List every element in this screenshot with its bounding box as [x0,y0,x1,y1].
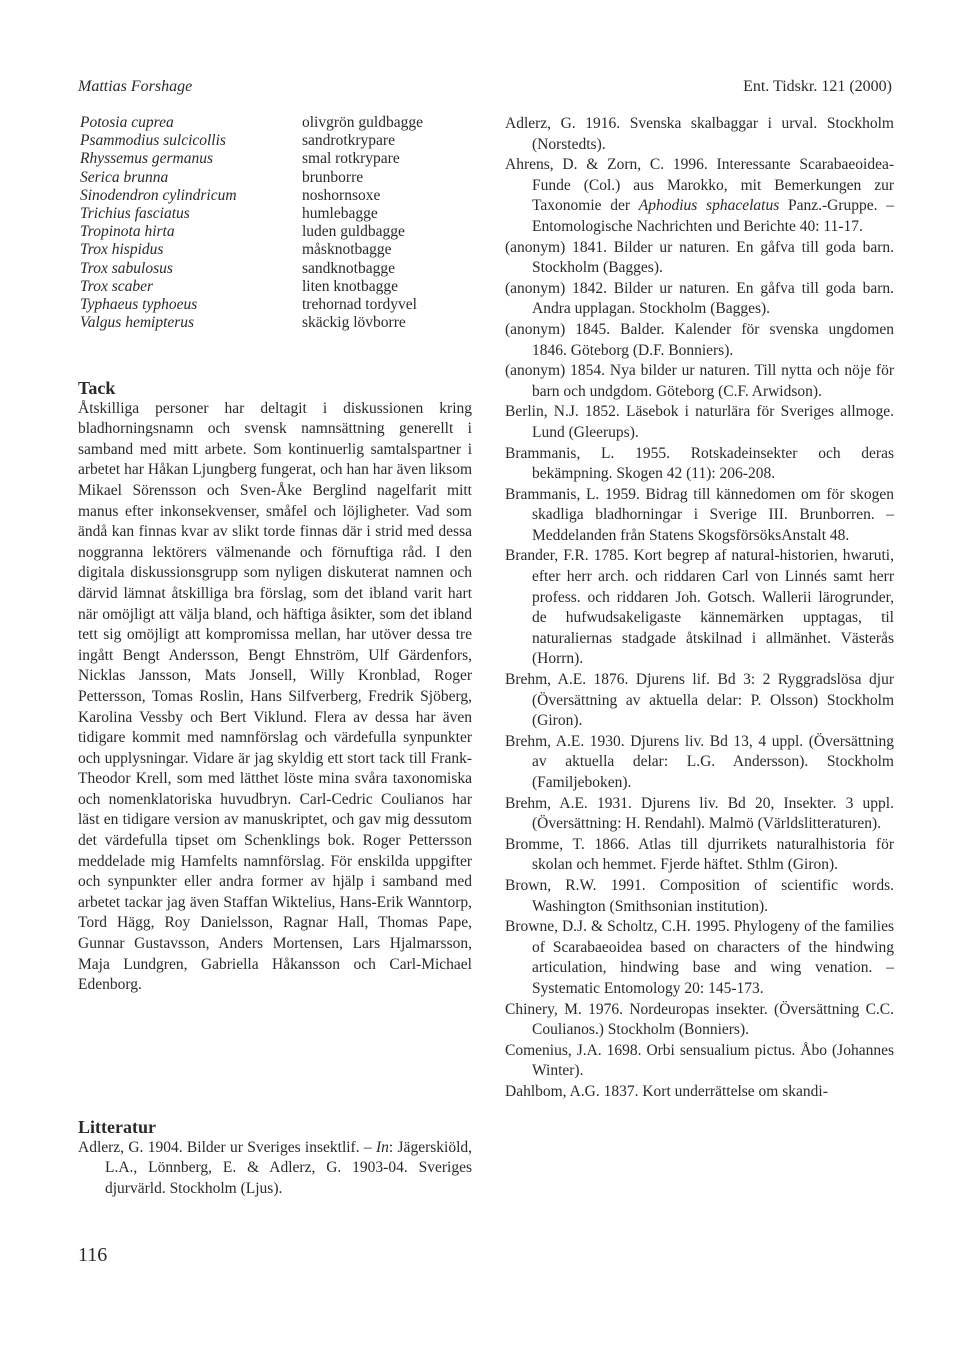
references-list-continued [505,114,894,1103]
species-row [80,296,423,314]
reference-entry: (anonym) 1842. Bilder ur naturen. En gåfva till goda barn. Andra upplagan. Stockholm (Bagges). [505,279,894,318]
scientific-name: Tropinota hirta [80,223,175,241]
swedish-name: skäckig lövborre [302,314,406,332]
species-row [80,187,423,205]
reference-entry: Berlin, N.J. 1852. Läsebok i naturlära för Sveriges allmoge. Lund (Gleerups). [505,403,894,441]
reference-entry: Adlerz, G. 1916. Svenska skalbaggar i urval. Stockholm (Norstedts). [505,115,894,153]
reference-entry: Chinery, M. 1976. Nordeuropas insekter. (Översättning C.C. Coulianos.) Stockholm (Bonniers). [505,1000,894,1039]
reference-entry: (anonym) 1845. Balder. Kalender för svenska ungdomen 1846. Göteborg (D.F. Bonniers). [505,320,894,359]
reference-entry: Brammanis, L. 1955. Rotskadeinsekter och deras bekämpning. Skogen 42 (11): 206-208. [505,444,894,483]
reference-entry: Brammanis, L. 1959. Bidrag till kännedomen om för skogen skadliga bladhorningar i Sverige III. Brunborren. – Meddelanden från Statens SkogsförsöksAnstalt 48. [505,485,894,544]
species-row [80,278,423,296]
scientific-name: Rhyssemus germanus [80,150,214,168]
running-head-journal: Ent. Tidskr. 121 (2000) [743,78,892,95]
references-heading: Litteratur [78,1117,156,1137]
reference-entry: Adlerz, G. 1904. Bilder ur Sveriges insektlif. – In: Jägerskiöld, L.A., Lönnberg, E. & Adlerz, G. 1903-04. Sveriges djurvärld. Stockholm (Ljus). [78,1138,473,1197]
acknowledgements-text: Åtskilliga personer har deltagit i diskussionen kring bladhorningsnamn och svensk namnsättning generellt i samband med mitt arbete. Som kontinuerlig samtalspartner i arbetet har Håkan Ljungberg fungerat, och han har även liksom Mikael Sörensson och Sven-Åke Berglind nagelfarit mitt manus efter inkonsekvenser, småfel och löjligheter. Vad som ändå kan finnas kvar av slikt torde finnas där i strid med dessa noggranna lektörers välmenande och förnuftiga råd. I den digitala diskussionsgrupp som nyligen diskuterat namnen och därvid lämnat åtskilliga bra förslag, som det ibland varit hart när omöjligt att välja bland, och häftiga åsikter, som det ibland tett sig omöjligt att kompromissa mellan, har utöver dessa tre ingått Bengt Andersson, Bengt Ehnström, Ulf Gärdenfors, Nicklas Jansson, Mats Jonsell, Willy Kronblad, Roger Pettersson, Tomas Roslin, Hans Silfverberg, Fredrik Sjöberg, Karolina Vessby och Bert Viklund. Flera av dessa har även tidigare kommit med namnförslag och värdefulla synpunkter och upplysningar. Vidare är jag skyldig ett stort tack till Frank-Theodor Krell, som med lätthet löste mina svåra taxonomiska och nomenklatoriska huvudbryn. Carl-Cedric Coulianos har läst en tidigare version av manuskriptet, och gav mig dessutom det värdefulla tipset om Schenklings bok. Roger Pettersson meddelade mig Hamfelts namnförslag. För enskilda uppgifter och synpunkter eller andra former av hjälp i samband med arbetet tackar jag även Staffan Wiktelius, Hans-Erik Wanntorp, Tord Hägg, Roy Danielsson, Ragnar Hall, Thomas Pape, Gunnar Gustavsson, Anders Mortensen, Lars Hjalmarsson, Maja Lundgren, Gabriella Håkansson och Carl-Michael Edenborg. [78,399,472,994]
swedish-name: trehornad tordyvel [302,296,417,314]
species-row [80,260,423,278]
reference-entry: Comenius, J.A. 1698. Orbi sensualium pictus. Åbo (Johannes Winter). [505,1041,894,1080]
reference-entry: (anonym) 1854. Nya bilder ur naturen. Till nytta och nöje för barn och undgdom. Göteborg (C.F. Arwidson). [505,362,894,400]
swedish-name: humlebagge [302,205,378,223]
species-row [80,205,423,223]
scientific-name: Potosia cuprea [80,114,174,131]
species-row [80,132,423,150]
acknowledgements-heading: Tack [78,378,116,398]
species-row [80,150,423,168]
species-row [80,114,423,132]
swedish-name: sandknotbagge [302,259,395,277]
reference-entry: Dahlbom, A.G. 1837. Kort underrättelse om skandi- [505,1082,828,1100]
reference-entry: Brehm, A.E. 1930. Djurens liv. Bd 13, 4 uppl. (Översättning av aktuella delar: L.G. Andersson). Stockholm (Familjeboken). [505,732,894,791]
species-name-table [80,114,423,332]
scientific-name: Valgus hemipterus [80,314,195,332]
page-number: 116 [78,1244,108,1266]
scientific-name: Typhaeus typhoeus [80,296,198,314]
swedish-name: måsknotbagge [302,241,392,259]
species-row [80,314,423,332]
scientific-name: Trox hispidus [80,241,164,259]
swedish-name: luden guldbagge [302,223,405,241]
species-row [80,223,423,241]
scientific-name: Trox sabulosus [80,259,173,277]
reference-entry: Browne, D.J. & Scholtz, C.H. 1995. Phylogeny of the families of Scarabaeoidea based on characters of the hindwing articulation, hindwing base and wing venation. – Systematic Entomology 20: 145-173. [505,918,894,997]
reference-entry: Brehm, A.E. 1876. Djurens lif. Bd 3: 2 Ryggradslösa djur (Översättning av aktuella delar: P. Olsson) Stockholm (Giron). [505,671,894,730]
references-section [78,1117,472,1199]
swedish-name: sandrotkrypare [302,132,395,150]
running-head-author: Mattias Forshage [78,78,193,95]
swedish-name: brunborre [302,168,364,186]
scientific-name: Trox scaber [80,277,154,295]
reference-entry: Brander, F.R. 1785. Kort begrep af natural-historien, hwaruti, efter herr arch. och riddaren Carl von Linnés samt herr profess. och riddaren Joh. Gotsch. Wallerii lärogrunder, de hufwudsakeligaste kännemärken upptagas, til naturaliernas stadgade åtskilnad i allmänhet. Västerås (Horrn). [505,547,894,668]
scientific-name: Sinodendron cylindricum [80,186,237,204]
reference-entry: (anonym) 1841. Bilder ur naturen. En gåfva till goda barn. Stockholm (Bagges). [505,238,894,277]
swedish-name: olivgrön guldbagge [302,114,423,131]
scientific-name: Serica brunna [80,168,169,186]
species-row [80,169,423,187]
scientific-name: Trichius fasciatus [80,205,190,223]
acknowledgements-section [78,378,472,996]
reference-entry: Bromme, T. 1866. Atlas till djurrikets naturalhistoria för skolan och hemmet. Fjerde häftet. Sthlm (Giron). [505,835,894,874]
reference-entry: Brown, R.W. 1991. Composition of scientific words. Washington (Smithsonian institution). [505,876,894,915]
swedish-name: noshornsoxe [302,186,381,204]
species-row [80,241,423,259]
swedish-name: smal rotkrypare [302,150,400,168]
scientific-name: Psammodius sulcicollis [80,132,226,150]
reference-entry: Ahrens, D. & Zorn, C. 1996. Interessante Scarabaeoidea-Funde (Col.) aus Marokko, mit Bemerkungen zur Taxonomie der Aphodius sphacelatus Panz.-Gruppe. – Entomologische Nachrichten und Berichte 40: 11-17. [505,156,894,235]
reference-entry: Brehm, A.E. 1931. Djurens liv. Bd 20, Insekter. 3 uppl. (Översättning: H. Rendahl). Malmö (Världslitteraturen). [505,794,894,833]
swedish-name: liten knotbagge [302,277,398,295]
